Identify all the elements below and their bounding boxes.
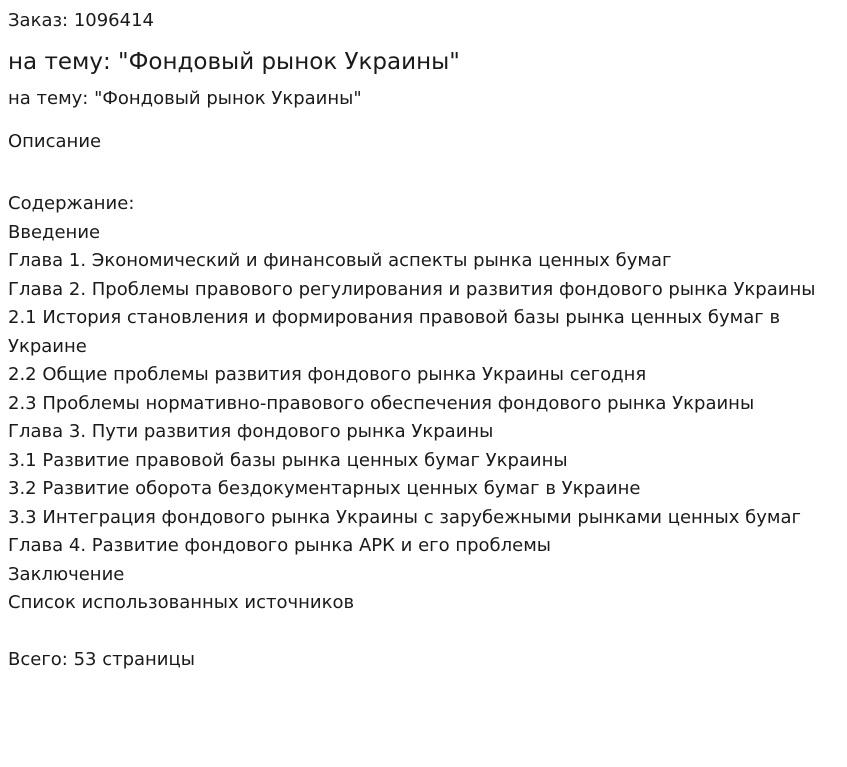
contents-item: Глава 1. Экономический и финансовый аспекты рынка ценных бумаг <box>8 250 672 271</box>
contents-item: Введение <box>8 221 101 243</box>
order-number: Заказ: 1096414 <box>8 10 154 31</box>
contents-item: 3.1 Развитие правовой базы рынка ценных бумаг Украины <box>8 449 568 471</box>
contents-item: Глава 4. Развитие фондового рынка АРК и его проблемы <box>8 535 552 556</box>
contents-item: 2.2 Общие проблемы развития фондового рынка Украины сегодня <box>8 364 647 385</box>
page-count: Всего: 53 страницы <box>8 649 195 670</box>
spacer <box>8 618 840 647</box>
contents-item: 3.2 Развитие оборота бездокументарных ценных бумаг в Украине <box>8 478 641 499</box>
contents-item: 2.1 История становления и формирования правовой базы рынка ценных бумаг в Украине <box>8 307 781 357</box>
contents-heading: Содержание: <box>8 193 135 214</box>
contents-item: 2.3 Проблемы нормативно-правового обеспечения фондового рынка Украины <box>8 392 755 414</box>
contents-item: Заключение <box>8 563 125 585</box>
description-heading: Описание <box>8 131 102 152</box>
contents-block <box>8 190 840 675</box>
contents-item: 3.3 Интеграция фондового рынка Украины с зарубежными рынками ценных бумаг <box>8 506 801 528</box>
page-title: на тему: "Фондовый рынок Украины" <box>8 49 460 75</box>
page-subtitle: на тему: "Фондовый рынок Украины" <box>8 88 362 109</box>
contents-item: Список использованных источников <box>8 592 355 613</box>
contents-item: Глава 2. Проблемы правового регулирования и развития фондового рынка Украины <box>8 278 816 300</box>
contents-item: Глава 3. Пути развития фондового рынка Украины <box>8 421 494 442</box>
